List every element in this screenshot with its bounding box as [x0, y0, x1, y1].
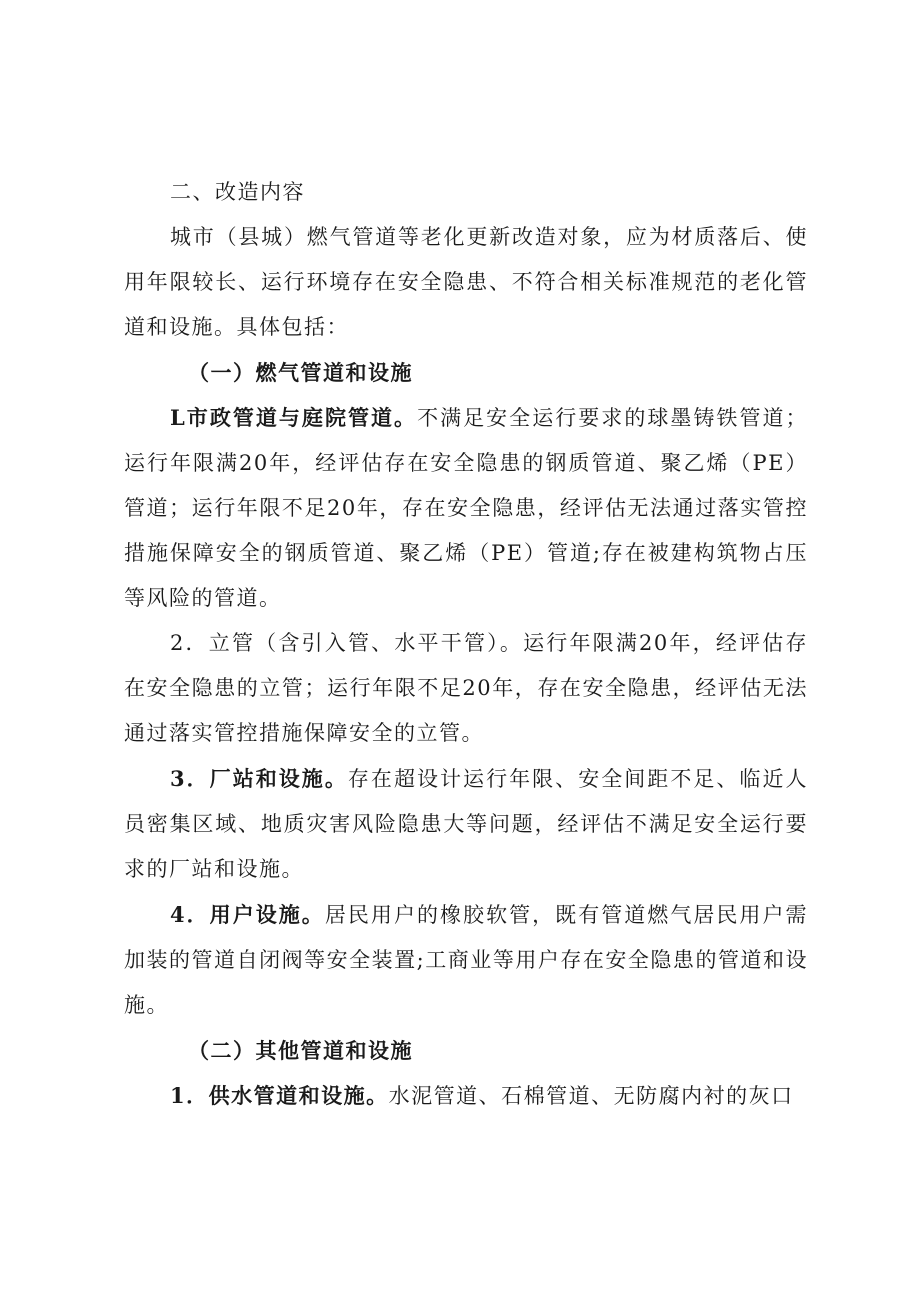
gas-item-3-lead: 3．厂站和设施。: [170, 766, 348, 791]
other-item-1-text: 水泥管道、石棉管道、无防腐内衬的灰口: [388, 1084, 794, 1108]
gas-item-4: [124, 892, 808, 1028]
gas-item-1: [124, 395, 808, 621]
gas-heading: （一）燃气管道和设施: [188, 360, 413, 385]
other-heading: （二）其他管道和设施: [188, 1038, 413, 1063]
gas-item-3-text: 存在超设计运行年限、安全间距不足、临近人员密集区域、地质灾害风险隐患大等问题，经评估不满足安全运行要求的厂站和设施。: [124, 767, 808, 881]
section-title: 二、改造内容: [170, 180, 305, 204]
intro-paragraph: 城市（县城）燃气管道等老化更新改造对象，应为材质落后、使用年限较长、运行环境存在安全隐患、不符合相关标准规范的老化管道和设施。具体包括：: [124, 225, 808, 339]
gas-item-3: [124, 756, 808, 892]
gas-item-4-text: 居民用户的橡胶软管，既有管道燃气居民用户需加装的管道自闭阀等安全装置;工商业等用户存在安全隐患的管道和设施。: [124, 903, 808, 1017]
gas-item-4-lead: 4．用户设施。: [170, 902, 325, 927]
gas-item-2-text: 运行年限满20年，经评估存在安全隐患的立管；运行年限不足20年，存在安全隐患，经评估无法通过落实管控措施保障安全的立管。: [124, 631, 808, 745]
other-item-1-lead: 1．供水管道和设施。: [170, 1083, 389, 1108]
gas-item-1-text: 不满足安全运行要求的球墨铸铁管道；运行年限满20年，经评估存在安全隐患的钢质管道、聚乙烯（PE）管道；运行年限不足20年，存在安全隐患，经评估无法通过落实管控措施保障安全的钢质管道、聚乙烯（PE）管道;存在被建构筑物占压等风险的管道。: [124, 406, 809, 610]
gas-item-2-lead: 2．立管（含引入管、水平干管）。: [170, 631, 524, 655]
other-item-1: [124, 1073, 808, 1119]
document-page: [124, 170, 808, 1119]
gas-item-1-lead: L市政管道与庭院管道。: [170, 405, 418, 430]
gas-item-2: [124, 621, 808, 756]
